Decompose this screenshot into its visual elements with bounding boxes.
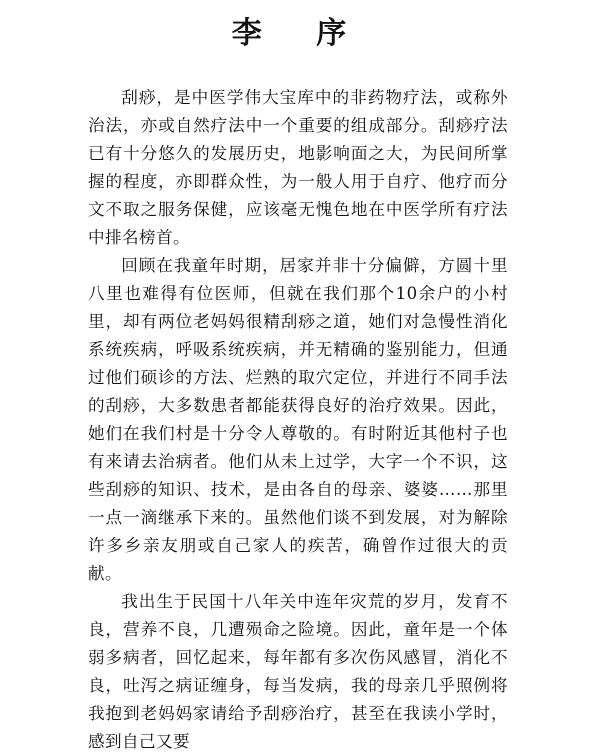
paragraph-3: 我出生于民国十八年关中连年灾荒的岁月，发育不良，营养不良，几遭殒命之险境。因此，童年是一个体弱多病者，回忆起来，每年都有多次伤风感冒，消化不良，吐泻之病证缠身，每当发病，我的母亲几乎照例将我抱到老妈妈家请给予刮痧治疗，甚至在我读小学时，感到自己又要	[88, 592, 508, 751]
page-title: 李 序	[231, 16, 369, 51]
paragraph-1: 刮痧，是中医学伟大宝库中的非药物疗法，或称外治法，亦或自然疗法中一个重要的组成部分。刮痧疗法已有十分悠久的发展历史，地影响面之大，为民间所掌握的程度，亦即群众性，为一般人用于自疗、他疗而分文不取之服务保健，应该毫无愧色地在中医学所有疗法中排名榜首。	[88, 88, 508, 247]
preface-body	[88, 84, 508, 756]
paragraph-2: 回顾在我童年时期，居家并非十分偏僻，方圆十里八里也难得有位医师，但就在我们那个10余户的小村里，却有两位老妈妈很精刮痧之道，她们对急慢性消化系统疾病，呼吸系统疾病，并无精确的鉴别能力，但通过他们硕诊的方法、烂熟的取穴定位，并进行不同手法的刮痧，大多数患者都能获得良好的治疗效果。因此，她们在我们村是十分令人尊敬的。有时附近其他村子也有来请去治病者。他们从未上过学，大字一个不识，这些刮痧的知识、技术，是由各自的母亲、婆婆……那里一点一滴继承下来的。虽然他们谈不到发展，对为解除许多乡亲友朋或自己家人的疾苦，确曾作过很大的贡献。	[88, 256, 508, 583]
